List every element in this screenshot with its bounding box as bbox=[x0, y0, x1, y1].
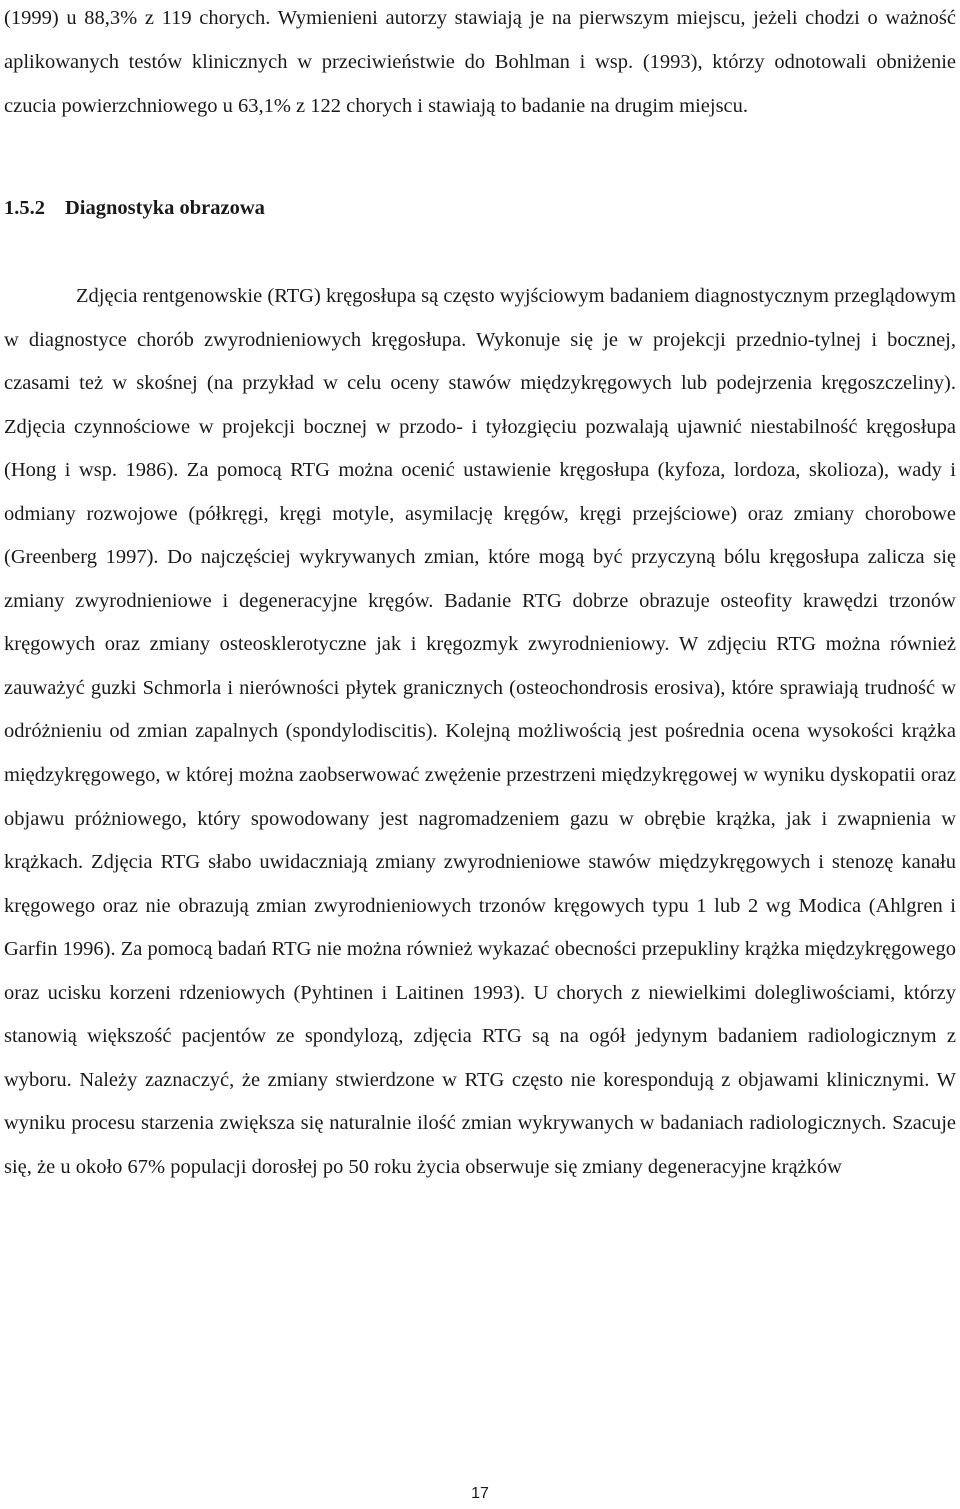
body-paragraph: Zdjęcia rentgenowskie (RTG) kręgosłupa są często wyjściowym badaniem diagnostycznym przeglądowym w diagnostyce chorób zwyrodnieniowych kręgosłupa. Wykonuje się je w projekcji przednio-tylnej i bocznej, czasami też w skośnej (na przykład w celu oceny stawów międzykręgowych lub podejrzenia kręgoszczeliny). Zdjęcia czynnościowe w projekcji bocznej w przodo- i tyłozgięciu pozwalają ujawnić niestabilność kręgosłupa (Hong i wsp. 1986). Za pomocą RTG można ocenić ustawienie kręgosłupa (kyfoza, lordoza, skolioza), wady i odmiany rozwojowe (półkręgi, kręgi motyle, asymilację kręgów, kręgi przejściowe) oraz zmiany chorobowe (Greenberg 1997). Do najczęściej wykrywanych zmian, które mogą być przyczyną bólu kręgosłupa zalicza się zmiany zwyrodnieniowe i degeneracyjne kręgów. Badanie RTG dobrze obrazuje osteofity krawędzi trzonów kręgowych oraz zmiany osteosklerotyczne jak i kręgozmyk zwyrodnieniowy. W zdjęciu RTG można również zauważyć guzki Schmorla i nierówności płytek granicznych (osteochondrosis erosiva), które sprawiają trudność w odróżnieniu od zmian zapalnych (spondylodiscitis). Kolejną możliwością jest pośrednia ocena wysokości krążka międzykręgowego, w której można zaobserwować zwężenie przestrzeni międzykręgowej w wyniku dyskopatii oraz objawu próżniowego, który spowodowany jest nagromadzeniem gazu w obrębie krążka, jak i zwapnienia w krążkach. Zdjęcia RTG słabo uwidaczniają zmiany zwyrodnieniowe stawów międzykręgowych i stenozę kanału kręgowego oraz nie obrazują zmian zwyrodnieniowych trzonów kręgowych typu 1 lub 2 wg Modica (Ahlgren i Garfin 1996). Za pomocą badań RTG nie można również wykazać obecności przepukliny krążka międzykręgowego oraz ucisku korzeni rdzeniowych (Pyhtinen i Laitinen 1993). U chorych z niewielkimi dolegliwościami, którzy stanowią większość pacjentów ze spondylozą, zdjęcia RTG są na ogół jedynym badaniem radiologicznym z wyboru. Należy zaznaczyć, że zmiany stwierdzone w RTG często nie korespondują z objawami klinicznymi. W wyniku procesu starzenia zwiększa się naturalnie ilość zmian wykrywanych w badaniach radiologicznych. Szacuje się, że u około 67% populacji dorosłej po 50 roku życia obserwuje się zmiany degeneracyjne krążków bbox=[4, 285, 956, 1178]
section-number: 1.5.2 bbox=[4, 197, 45, 219]
page-number: 17 bbox=[471, 1485, 489, 1502]
body-paragraph-continued: (1999) u 88,3% z 119 chorych. Wymienieni autorzy stawiają je na pierwszym miejscu, jeżeli chodzi o ważność aplikowanych testów klinicznych w przeciwieństwie do Bohlman i wsp. (1993), którzy odnotowali obniżenie czucia powierzchniowego u 63,1% z 122 chorych i stawiają to badanie na drugim miejscu. bbox=[4, 7, 956, 117]
section-title: Diagnostyka obrazowa bbox=[65, 197, 265, 219]
section-heading bbox=[4, 186, 265, 230]
